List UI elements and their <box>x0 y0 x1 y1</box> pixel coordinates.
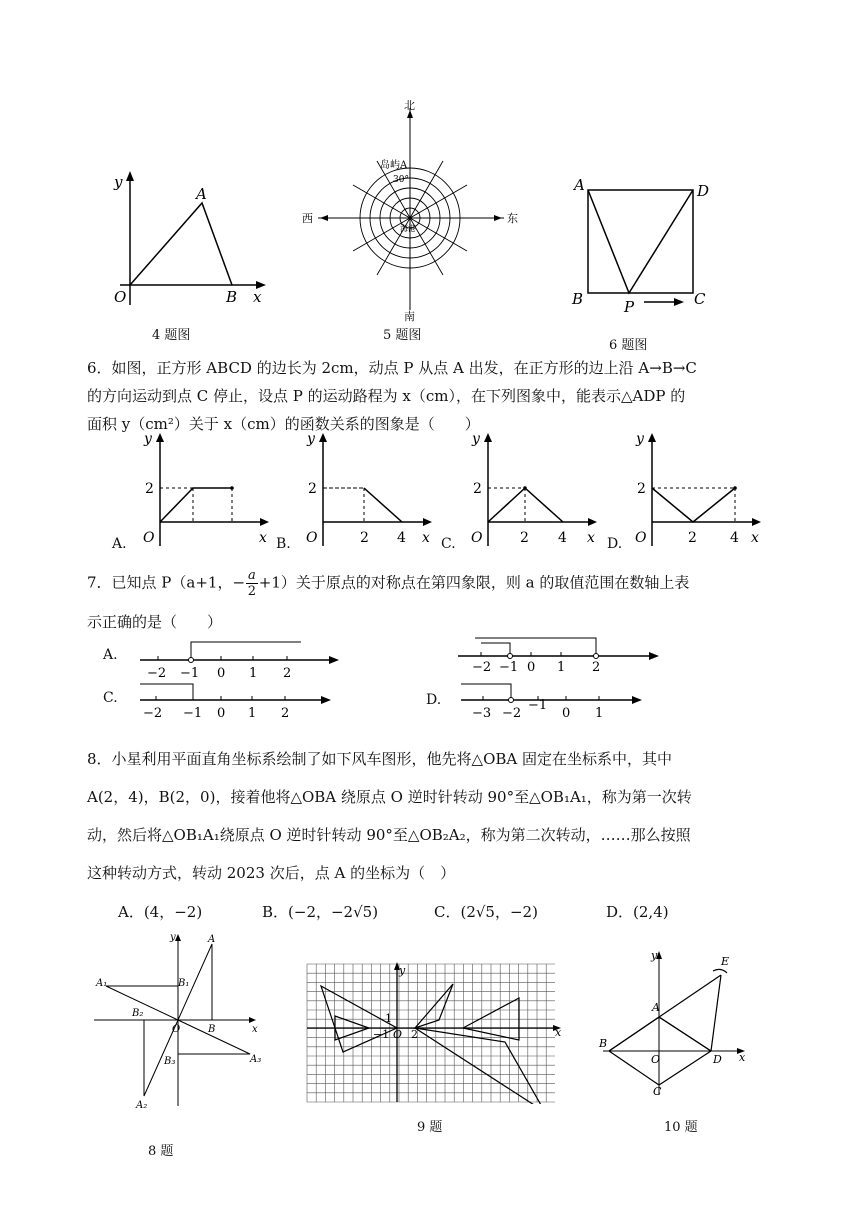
figure-4 <box>100 165 280 310</box>
fig8-b1-label: B₁ <box>178 978 190 989</box>
fig6-p-label: P <box>624 298 635 316</box>
question-8 <box>87 740 777 892</box>
fig5-east-label: 东 <box>507 212 518 225</box>
q6a-x-label: x <box>259 530 267 546</box>
fig9-tick-2: 2 <box>411 1028 418 1041</box>
fig4-y-label: y <box>114 173 123 191</box>
q6c-tick-x1: 2 <box>520 530 529 546</box>
q6d-o-label: O <box>635 530 647 546</box>
fig10-c-label: C <box>653 1085 662 1098</box>
q7-fraction <box>246 568 258 599</box>
fig4-caption: 4 题图 <box>152 328 191 343</box>
q7b-tick-3: 0 <box>527 660 536 675</box>
q7-text-a: 7．已知点 P（a+1，− <box>87 573 246 592</box>
q8-line-1: 8．小星利用平面直角坐标系绘制了如下风车图形，他先将△OBA 固定在坐标系中，其中 <box>87 750 673 768</box>
fig9-y-label: y <box>399 964 406 977</box>
q6c-tick-x2: 4 <box>558 530 567 546</box>
fig4-x-label: x <box>253 288 262 306</box>
fig8-b-label: B <box>208 1024 216 1035</box>
fig5-island-label: 岛屿A <box>380 160 408 171</box>
fig5-center-label: 海港 <box>400 224 416 233</box>
q6-option-c-letter: C. <box>441 536 456 552</box>
q6-option-c-graph <box>463 428 603 553</box>
fig4-b-label: B <box>226 288 238 306</box>
figure-5 <box>300 98 530 323</box>
q7a-tick-5: 2 <box>283 666 292 681</box>
q6-line-2: 的方向运动到点 C 停止，设点 P 的运动路程为 x（cm），在下列图象中，能表示△ADP 的 <box>87 387 686 405</box>
q6-option-d-letter: D. <box>607 536 623 552</box>
q7b-tick-4: 1 <box>557 660 566 675</box>
fig8-x-label: x <box>252 1024 258 1035</box>
q6-option-b-letter: B. <box>276 536 291 552</box>
fig5-caption: 5 题图 <box>383 328 422 343</box>
fig9-o-label: O <box>393 1028 403 1041</box>
q6-option-d-graph <box>627 428 767 553</box>
fig9-caption: 9 题 <box>417 1120 443 1135</box>
q7a-tick-4: 1 <box>249 666 258 681</box>
q7d-tick-4: 0 <box>562 706 571 721</box>
q7-text-b: +1）关于原点的对称点在第四象限，则 a 的取值范围在数轴上表 <box>258 573 690 592</box>
q6a-y-label: y <box>144 431 152 447</box>
q7-option-c-numberline <box>135 676 345 721</box>
q6d-y-label: y <box>636 431 644 447</box>
fig10-d-label: D <box>713 1053 722 1066</box>
question-6 <box>87 354 777 438</box>
q6b-tick-x1: 2 <box>360 530 369 546</box>
fig8-caption: 8 题 <box>148 1144 174 1159</box>
q7a-tick-3: 0 <box>217 666 226 681</box>
q6b-y-label: y <box>307 431 315 447</box>
figure-9 <box>305 962 567 1104</box>
q8-line-3: 动，然后将△OB₁A₁绕原点 O 逆时针转动 90°至△OB₂A₂，称为第二次转动，……那么按照 <box>87 826 691 844</box>
q7b-tick-1: −2 <box>472 660 492 675</box>
q6-option-b-graph <box>298 428 438 553</box>
q7-frac-den: 2 <box>247 584 257 599</box>
q7b-tick-2: −1 <box>499 660 519 675</box>
q8-option-a: A．(4，−2) <box>118 903 203 921</box>
q8-option-c: C．(2√5，−2) <box>434 903 538 921</box>
fig6-b-label: B <box>572 290 584 308</box>
q7a-tick-2: −1 <box>180 666 200 681</box>
fig9-x-label: x <box>555 1026 562 1039</box>
q6c-x-label: x <box>587 530 595 546</box>
fig6-c-label: C <box>694 290 706 308</box>
q6-line-1: 6．如图，正方形 ABCD 的边长为 2cm，动点 P 从点 A 出发，在正方形的边上沿 A→B→C <box>87 359 697 377</box>
q7d-tick-3: −1 <box>528 698 548 713</box>
q6b-tick-x2: 4 <box>397 530 406 546</box>
fig8-a1-label: A₁ <box>96 978 108 989</box>
q7-option-c-letter: C. <box>103 690 118 706</box>
fig5-west-label: 西 <box>302 212 313 225</box>
fig8-b2-label: B₂ <box>132 1008 144 1019</box>
figure-10 <box>595 945 755 1105</box>
q6c-o-label: O <box>471 530 483 546</box>
q7c-tick-4: 1 <box>248 706 257 721</box>
q7d-tick-5: 1 <box>595 706 604 721</box>
q6d-tick-y: 2 <box>637 481 646 497</box>
fig10-x-label: x <box>739 1051 746 1064</box>
q7c-tick-2: −1 <box>183 706 203 721</box>
fig8-b3-label: B₃ <box>164 1056 176 1067</box>
figure-6 <box>566 170 726 320</box>
q7a-tick-1: −2 <box>147 666 167 681</box>
fig10-b-label: B <box>599 1037 608 1050</box>
fig8-a3-label: A₃ <box>250 1054 262 1065</box>
q7-option-a-letter: A. <box>103 647 118 663</box>
q6c-tick-y: 2 <box>473 481 482 497</box>
q7-option-d-letter: D. <box>426 692 442 708</box>
q7d-tick-2: −2 <box>502 706 522 721</box>
fig8-a2-label: A₂ <box>136 1100 148 1108</box>
fig9-tick-1: 1 <box>385 1012 392 1025</box>
fig8-a-label: A <box>208 934 216 945</box>
q6-option-a-graph <box>135 428 275 553</box>
fig6-d-label: D <box>697 182 710 200</box>
q8-option-b: B．(−2，−2√5) <box>262 903 379 921</box>
fig9-tick-neg1: −1 <box>373 1028 390 1041</box>
q7c-tick-3: 0 <box>217 706 226 721</box>
q7-option-a-numberline <box>135 636 345 681</box>
fig4-a-label: A <box>196 185 207 203</box>
q6-option-a-letter: A. <box>112 536 127 552</box>
figure-8 <box>92 928 272 1108</box>
q6d-tick-x2: 4 <box>730 530 739 546</box>
q7-option-d-numberline <box>458 676 648 721</box>
q6a-o-label: O <box>143 530 155 546</box>
q6-line-3: 面积 y（cm²）关于 x（cm）的函数关系的图象是（ ） <box>87 415 480 433</box>
fig8-o-label: O <box>172 1024 181 1035</box>
q6d-tick-x1: 2 <box>688 530 697 546</box>
fig8-y-label: y <box>170 932 176 943</box>
fig10-y-label: y <box>651 949 658 962</box>
q6b-o-label: O <box>306 530 318 546</box>
q6b-tick-y: 2 <box>308 481 317 497</box>
fig10-a-label: A <box>652 1001 660 1014</box>
q8-line-4: 这种转动方式，转动 2023 次后，点 A 的坐标为（ ） <box>87 864 456 882</box>
fig5-angle-label: 30° <box>393 175 409 185</box>
q7-frac-num: a <box>248 568 256 583</box>
fig6-caption: 6 题图 <box>609 338 648 353</box>
q8-line-2: A(2，4)，B(2，0)，接着他将△OBA 绕原点 O 逆时针转动 90°至△OB₁A₁，称为第一次转 <box>87 788 692 806</box>
q7-line-2: 示正确的是（ ） <box>87 613 223 631</box>
q6b-x-label: x <box>422 530 430 546</box>
q6d-x-label: x <box>751 530 759 546</box>
q7-option-b-numberline <box>455 632 665 677</box>
fig10-e-label: E <box>721 955 730 968</box>
fig10-caption: 10 题 <box>664 1120 698 1135</box>
question-7-line-1 <box>87 568 777 600</box>
q6c-y-label: y <box>472 431 480 447</box>
fig6-a-label: A <box>574 176 585 194</box>
fig5-south-label: 南 <box>404 310 415 323</box>
fig5-north-label: 北 <box>404 99 415 112</box>
q8-option-d: D．(2,4) <box>606 903 669 921</box>
fig10-o-label: O <box>651 1053 661 1066</box>
q7d-tick-1: −3 <box>472 706 492 721</box>
fig4-o-label: O <box>114 288 127 306</box>
q6a-tick: 2 <box>145 481 154 497</box>
q7b-tick-5: 2 <box>592 660 601 675</box>
q7c-tick-1: −2 <box>143 706 163 721</box>
q7c-tick-5: 2 <box>281 706 290 721</box>
